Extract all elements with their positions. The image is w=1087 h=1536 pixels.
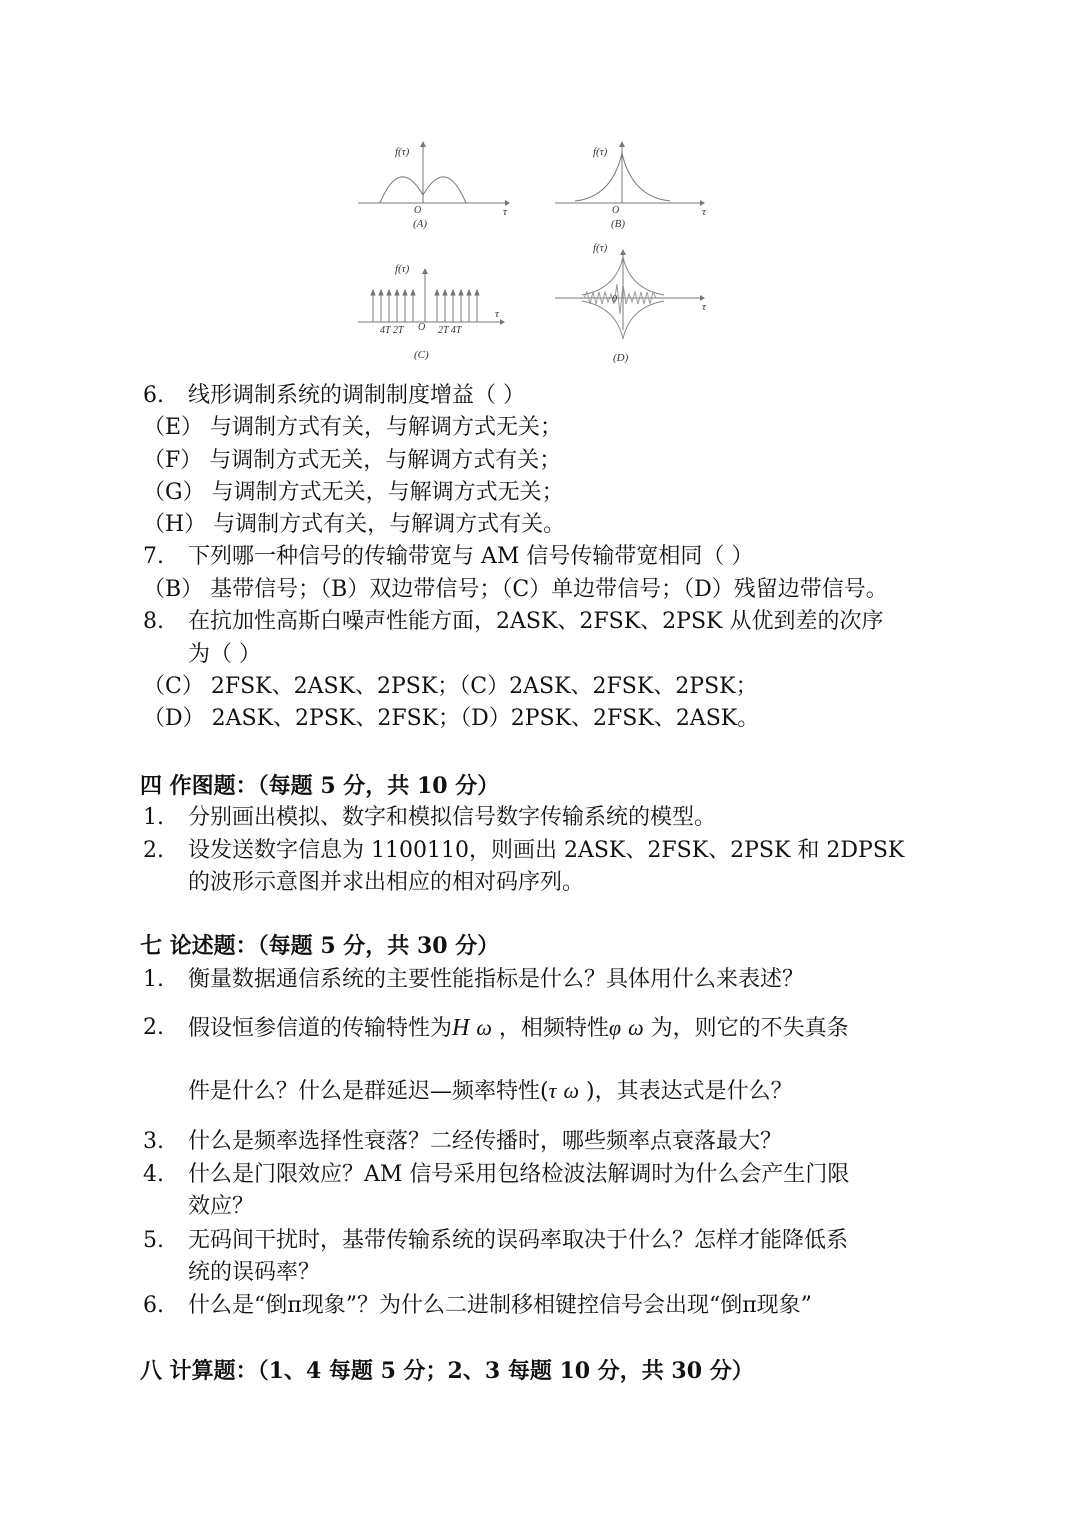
s4-q1-text: 分别画出模拟、数字和模拟信号数字传输系统的模型。 — [188, 805, 717, 830]
panel-b-caption: (B) — [611, 218, 626, 230]
q8-option-d: （D） 2ASK、2PSK、2FSK；（D）2PSK、2FSK、2ASK。 — [143, 706, 760, 731]
panel-a-ylabel: f(τ) — [395, 146, 410, 158]
s7-q4-text-line1: 什么是门限效应？AM 信号采用包络检波法解调时为什么会产生门限 — [188, 1162, 850, 1187]
q8-text-line1: 在抗加性高斯白噪声性能方面，2ASK、2FSK、2PSK 从优到差的次序 — [188, 609, 884, 634]
panel-c-ylabel: f(τ) — [395, 263, 410, 275]
s4-q2-text-line2: 的波形示意图并求出相应的相对码序列。 — [188, 870, 585, 895]
panel-c-caption: (C) — [414, 349, 429, 361]
s4-q1-number: 1. — [143, 805, 164, 830]
q7-options: （B） 基带信号；（B）双边带信号；（C）单边带信号；（D）残留边带信号。 — [143, 577, 888, 602]
panel-a-caption: (A) — [413, 218, 428, 230]
panel-b-ylabel: f(τ) — [593, 146, 608, 158]
omega-symbol-2: ω — [628, 1015, 644, 1040]
panel-d-caption: (D) — [613, 352, 629, 364]
tau-symbol: τ — [548, 1078, 557, 1103]
s7-q1-number: 1. — [143, 967, 164, 992]
s7-q5-text-line2: 统的误码率？ — [188, 1260, 321, 1285]
s7-q1-text: 衡量数据通信系统的主要性能指标是什么？具体用什么来表述？ — [188, 967, 805, 992]
s7-q5-text-line1: 无码间干扰时，基带传输系统的误码率取决于什么？怎样才能降低系 — [188, 1228, 849, 1253]
s7-q2-text-line1 — [188, 1013, 849, 1044]
q8-number: 8. — [143, 609, 164, 634]
correlation-figure — [350, 135, 730, 370]
s7-q4-text-line2: 效应？ — [188, 1194, 255, 1219]
panel-d-ylabel: f(τ) — [593, 242, 608, 254]
q8-option-c: （C） 2FSK、2ASK、2PSK；（C）2ASK、2FSK、2PSK； — [143, 674, 758, 699]
panel-b-xlabel: τ — [702, 206, 706, 218]
panel-d — [555, 242, 707, 364]
s7-q6-text: 什么是“倒π现象”？为什么二进制移相键控信号会出现“倒π现象” — [188, 1293, 812, 1318]
figure-svg — [350, 135, 730, 370]
q6-option-g: （G） 与调制方式无关，与解调方式无关； — [143, 480, 564, 505]
s7-q2-part-d: 件是什么？什么是群延迟—频率特性( — [188, 1079, 549, 1104]
panel-a-xlabel: τ — [503, 206, 507, 218]
q6-text: 线形调制系统的调制制度增益（ ） — [188, 383, 525, 408]
panel-c — [358, 263, 505, 361]
panel-b — [555, 141, 707, 230]
panel-c-xlabel: τ — [495, 308, 499, 320]
panel-c-ticks-left: 4T 2T — [380, 325, 404, 336]
s7-q2-text-line2 — [188, 1076, 793, 1107]
panel-d-origin: 0 — [612, 294, 617, 305]
s7-q5-number: 5. — [143, 1228, 164, 1253]
q6-option-e: （E） 与调制方式有关，与解调方式无关； — [143, 415, 563, 440]
panel-c-origin: O — [418, 322, 426, 333]
q7-text: 下列哪一种信号的传输带宽与 AM 信号传输带宽相同（ ） — [188, 544, 754, 569]
s7-q2-part-e: )，其表达式是什么？ — [586, 1079, 793, 1104]
panel-a-origin: O — [414, 205, 422, 216]
section4-heading: 四 作图题：（每题 5 分，共 10 分） — [140, 773, 500, 799]
s7-q2-part-b: ，相频特性 — [498, 1016, 609, 1041]
s7-q6-number: 6. — [143, 1293, 164, 1318]
s7-q3-number: 3. — [143, 1129, 164, 1154]
section8-heading: 八 计算题：（1、4 每题 5 分；2、3 每题 10 分，共 30 分） — [140, 1358, 754, 1384]
s4-q2-number: 2. — [143, 838, 164, 863]
s4-q2-text-line1: 设发送数字信息为 1100110，则画出 2ASK、2FSK、2PSK 和 2DPSK — [188, 838, 905, 863]
q6-option-f: （F） 与调制方式无关，与解调方式有关； — [143, 448, 562, 473]
section7-heading: 七 论述题：（每题 5 分，共 30 分） — [140, 933, 500, 959]
panel-d-xlabel: τ — [702, 301, 706, 313]
s7-q3-text: 什么是频率选择性衰落？二经传播时，哪些频率点衰落最大？ — [188, 1129, 783, 1154]
q6-number: 6. — [143, 383, 164, 408]
s7-q2-part-c: 为，则它的不失真条 — [643, 1016, 849, 1041]
q7-number: 7. — [143, 544, 164, 569]
s7-q2-number: 2. — [143, 1015, 164, 1040]
omega-symbol: ω — [476, 1015, 492, 1040]
q6-option-h: （H） 与调制方式有关，与解调方式有关。 — [143, 512, 566, 537]
omega-symbol-3: ω — [563, 1078, 580, 1103]
panel-c-ticks-right: 2T 4T — [438, 325, 462, 336]
phi-symbol: φ — [608, 1015, 622, 1040]
panel-b-origin: O — [612, 205, 620, 216]
panel-a — [358, 141, 510, 230]
h-symbol: H — [452, 1015, 470, 1041]
s7-q2-part-a: 假设恒参信道的传输特性为 — [188, 1016, 453, 1041]
s7-q4-number: 4. — [143, 1162, 164, 1187]
q8-text-line2: 为（ ） — [188, 642, 261, 667]
